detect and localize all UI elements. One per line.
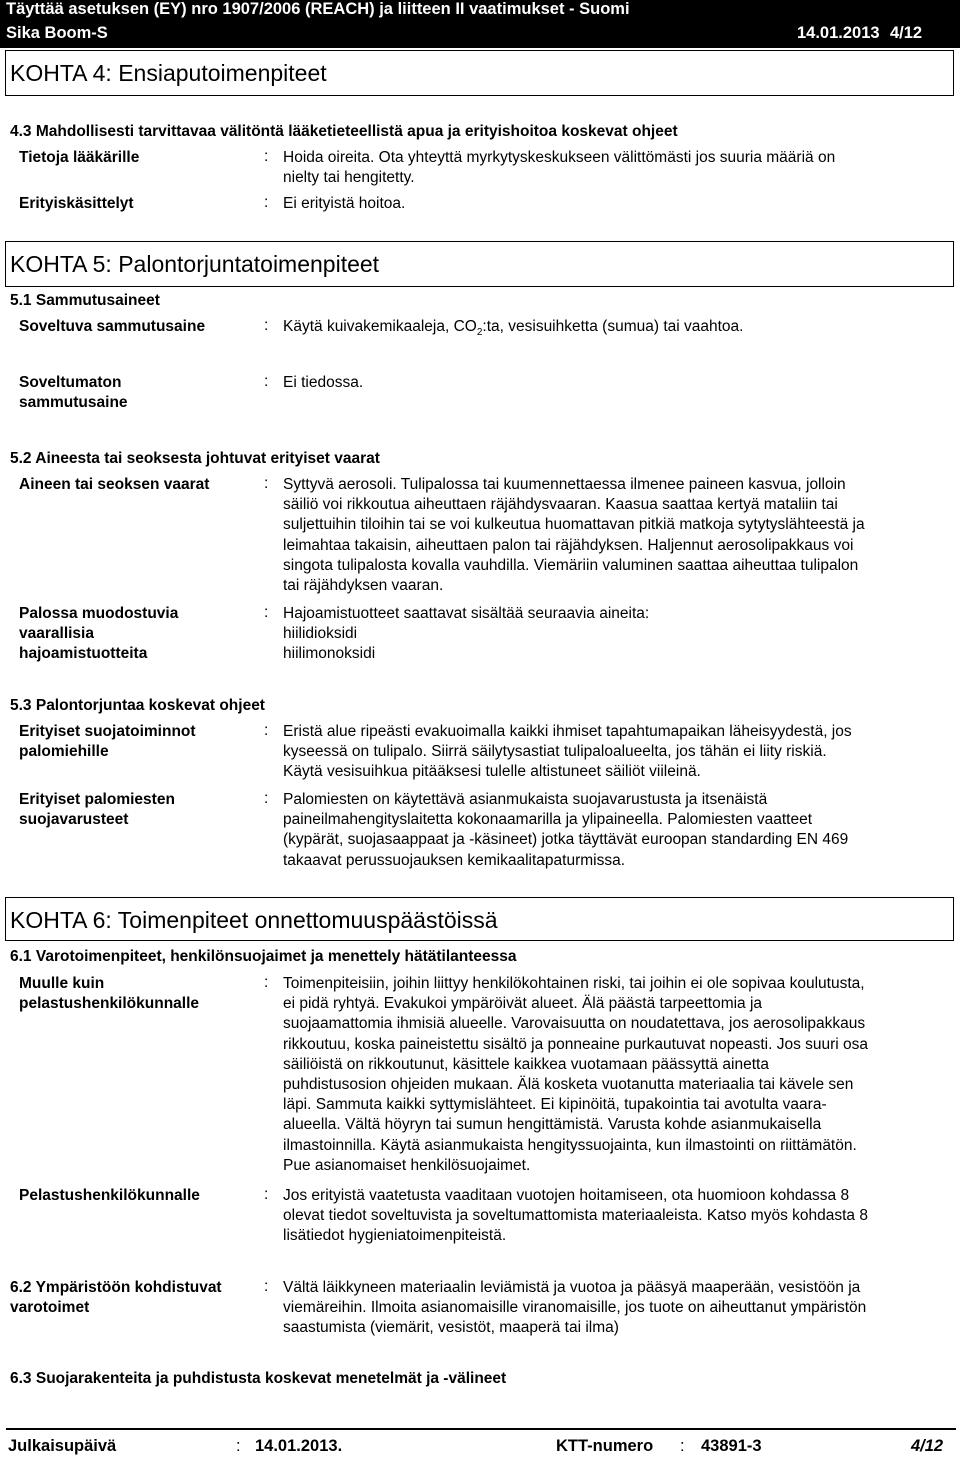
doctor-info-label: Tietoja lääkärille [19,149,140,166]
subsection-6-1-title: 6.1 Varotoimenpiteet, henkilönsuojaimet ja menettely hätätilanteessa [10,948,517,965]
section-6-title: KOHTA 6: Toimenpiteet onnettomuuspäästöissä [10,907,498,933]
firefighter-protective-actions-label: Erityiset suojatoiminnot palomiehille [19,723,196,760]
product-name: Sika Boom-S [6,24,108,42]
issue-date-label: Julkaisupäivä [8,1437,117,1455]
colon: : [264,604,269,621]
colon: : [264,475,269,492]
unsuitable-extinguisher-label: Soveltumaton sammutusaine [19,374,128,411]
colon: : [264,373,269,390]
emergency-responders-label: Pelastushenkilökunnalle [19,1187,200,1204]
subsection-5-2-title: 5.2 Aineesta tai seoksesta johtuvat erityiset vaarat [10,450,380,467]
firefighter-protective-actions-value: Eristä alue ripeästi evakuoimalla kaikki ihmiset tapahtumapaikan läheisyydestä, jos kyseessä on tulipalo. Siirrä säilytysastiat tulipaloalueelta, jos tähän ei liity riskiä. Käytä vesisuihkua pitääksesi tulelle altistuneet säiliöt viileinä. [283,723,852,781]
non-emergency-personnel-value: Toimenpiteisiin, joihin liittyy henkilökohtainen riski, tai joihin ei ole sopivaa koulutusta, ei pidä ryhtyä. Evakukoi ympäröivät alueet. Älä päästä tarpeettomia ja suojaamattomia ihmisiä alueelle. Varovaisuutta on noudatettava, jos aerosolipakkaus rikkoutuu, koska paineistettu sisältö ja ponneaine purkautuvat nopeasti. Jos suuri osa säiliöistä on rikkoutunut, käsittele kaikkea vuotamaan päässyttä ainetta puhdistusosion ohjeiden mukaan. Älä kosketa vuotanutta materiaalia tai kävele sen läpi. Sammuta kaikki syttymislähteet. Ei kipinöitä, tupakointia tai avotulta vaara- alueella. Vältä höyryn tai sumun hengittämistä. Varusta kohde asianmukaisella ilmastoinnilla. Käytä asianmukaista hengityssuojainta, kun ilmastointi on riittämätön. Pue asianomaiset henkilösuojaimet. [283,975,869,1174]
issue-date-value: 14.01.2013. [255,1437,343,1455]
unsuitable-extinguisher-value: Ei tiedossa. [283,374,364,391]
section-5-title: KOHTA 5: Palontorjuntatoimenpiteet [10,251,380,277]
ktt-number-value: 43891-3 [701,1437,762,1455]
firefighter-equipment-value: Palomiesten on käytettävä asianmukaista suojavarustusta ja itsenäistä paineilmahengityslaitetta kokonaamarilla ja ylipaineella. Palomiesten vaatteet (kypärät, suojasaappaat ja -käsineet) jotka täyttävät euroopan standarding EN 469 takaavat perussuojauksen kemikaalitapaturmissa. [283,791,849,869]
substance-hazards-value: Syttyvä aerosoli. Tulipalossa tai kuumennettaessa ilmenee paineen kasvua, jolloin säiliö voi rikkoutua aiheuttaen räjähdysvaaran. Kaasua saattaa kertyä mataliin tai suljettuihin tiloihin tai se voi kulkeutua huomattavan pitkiä matkoja sytytyslähteestä ja leimahtaa takaisin, aiheuttaen palon tai räjähdyksen. Haljennut aerosolipakkaus voi singota tulipalosta kovalla vauhdilla. Viemäriin valuminen saattaa aiheuttaa tulipalon tai räjähdyksen vaaran. [283,476,865,595]
non-emergency-personnel-label: Muulle kuin pelastushenkilökunnalle [19,975,200,1012]
subsection-5-1-title: 5.1 Sammutusaineet [10,292,160,309]
header-page-number: 4/12 [890,24,923,42]
colon: : [264,974,269,991]
colon: : [264,1186,269,1203]
subsection-4-3-title: 4.3 Mahdollisesti tarvittavaa välitöntä lääketieteellistä apua ja erityishoitoa koskevat ohjeet [10,123,678,140]
emergency-responders-value: Jos erityistä vaatetusta vaaditaan vuotojen hoitamiseen, ota huomioon kohdassa 8 olevat tiedot soveltuvista ja soveltumattomista materiaaleista. Katso myös kohdasta 8 lisätiedot hygieniatoimenpiteistä. [283,1187,868,1245]
ktt-number-colon: : [680,1437,685,1455]
suitable-extinguisher-value: Käytä kuivakemikaaleja, $CO_2:ta$, vesisuihketta (sumua) tai vaahtoa. [283,318,744,339]
environmental-precautions-label: 6.2 Ympäristöön kohdistuvat varotoimet [10,1279,222,1316]
special-treatment-value: Ei erityistä hoitoa. [283,195,406,212]
issue-date-colon: : [236,1437,241,1455]
suitable-extinguisher-label: Soveltuva sammutusaine [19,318,206,335]
subsection-6-3-title: 6.3 Suojarakenteita ja puhdistusta koskevat menetelmät ja -välineet [10,1370,507,1387]
colon: : [264,790,269,807]
colon: : [264,1278,269,1295]
firefighter-equipment-label: Erityiset palomiesten suojavarusteet [19,791,175,828]
section-4-title: KOHTA 4: Ensiaputoimenpiteet [10,60,327,86]
doctor-info-value: Hoida oireita. Ota yhteyttä myrkytyskeskukseen välittömästi jos suuria määriä on nielty tai hengitetty. [283,149,836,187]
footer-divider [6,1428,956,1430]
colon: : [264,148,269,165]
colon: : [264,317,269,334]
header-date: 14.01.2013 [797,24,880,42]
ktt-number-label: KTT-numero [556,1437,654,1455]
footer-page-number: 4/12 [911,1437,944,1455]
colon: : [264,194,269,211]
regulation-title: Täyttää asetuksen (EY) nro 1907/2006 (REACH) ja liitteen II vaatimukset - Suomi [6,0,630,18]
subsection-5-3-title: 5.3 Palontorjuntaa koskevat ohjeet [10,697,265,714]
environmental-precautions-value: Vältä läikkyneen materiaalin leviämistä ja vuotoa ja pääsyä maaperään, vesistöön ja viemäreihin. Ilmoita asianomaisille viranomaisille, jos tuote on aiheuttanut ympäristön saastumista (viemärit, vesistöt, maaperä tai ilma) [283,1279,867,1337]
document-header [0,0,960,48]
decomposition-products-label: Palossa muodostuvia vaarallisia hajoamistuotteita [19,605,179,662]
decomposition-products-value: Hajoamistuotteet saattavat sisältää seuraavia aineita: hiilidioksidi hiilimonoksidi [283,605,650,663]
special-treatment-label: Erityiskäsittelyt [19,195,134,212]
colon: : [264,722,269,739]
substance-hazards-label: Aineen tai seoksen vaarat [19,476,210,493]
